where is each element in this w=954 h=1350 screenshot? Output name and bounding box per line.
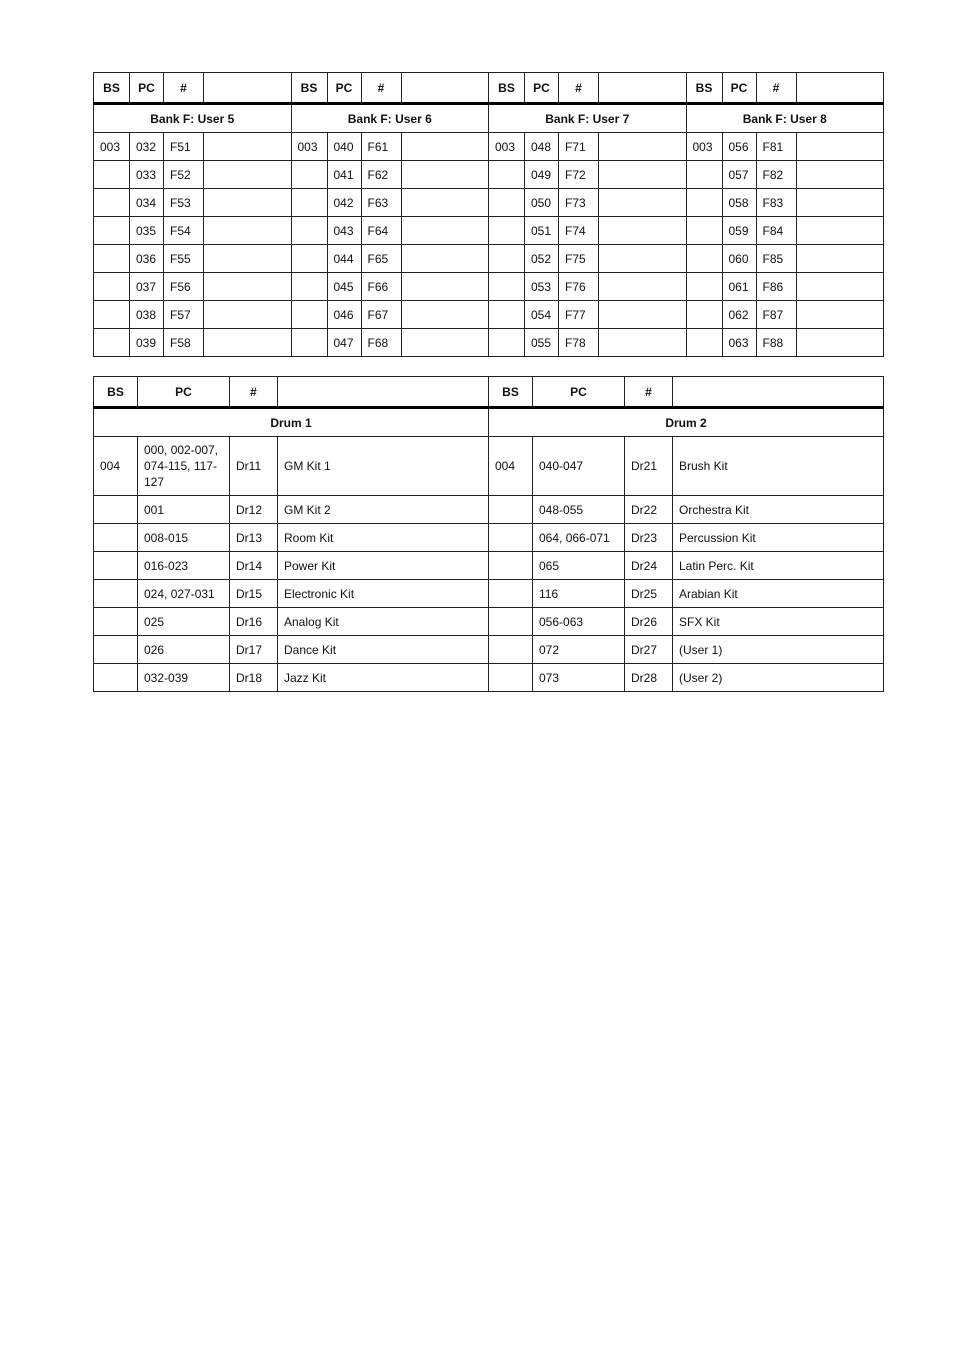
table-cell: 064, 066-071 bbox=[533, 524, 625, 552]
table-cell bbox=[686, 161, 722, 189]
table-cell: 034 bbox=[130, 189, 164, 217]
table-cell bbox=[401, 189, 489, 217]
table-cell: 061 bbox=[722, 273, 756, 301]
table-cell: SFX Kit bbox=[673, 608, 884, 636]
table-cell: 024, 027-031 bbox=[138, 580, 230, 608]
table-cell bbox=[94, 664, 138, 692]
column-header: BS bbox=[291, 73, 327, 104]
table-cell: Dr28 bbox=[625, 664, 673, 692]
table-cell bbox=[796, 133, 884, 161]
table-row bbox=[94, 437, 884, 496]
column-header: BS bbox=[686, 73, 722, 104]
column-header: BS bbox=[94, 73, 130, 104]
drum-table bbox=[93, 376, 884, 692]
table-cell: 051 bbox=[525, 217, 559, 245]
table-row bbox=[94, 552, 884, 580]
table-cell: 032 bbox=[130, 133, 164, 161]
table-cell: 003 bbox=[94, 133, 130, 161]
table-cell: F57 bbox=[164, 301, 204, 329]
table-row bbox=[94, 133, 884, 161]
table-cell: F75 bbox=[559, 245, 599, 273]
table-cell bbox=[599, 273, 687, 301]
table-cell bbox=[204, 273, 292, 301]
table-cell bbox=[94, 552, 138, 580]
table-cell bbox=[94, 301, 130, 329]
table-cell bbox=[94, 217, 130, 245]
column-header: # bbox=[756, 73, 796, 104]
table-cell bbox=[686, 273, 722, 301]
table-cell: 116 bbox=[533, 580, 625, 608]
column-header: # bbox=[625, 377, 673, 408]
table-cell bbox=[489, 664, 533, 692]
table-cell bbox=[94, 496, 138, 524]
table-row bbox=[94, 217, 884, 245]
table-cell bbox=[796, 161, 884, 189]
table-cell bbox=[291, 329, 327, 357]
table-cell bbox=[489, 636, 533, 664]
table-cell: 003 bbox=[489, 133, 525, 161]
column-header: PC bbox=[138, 377, 230, 408]
table-cell bbox=[489, 524, 533, 552]
group-title: Bank F: User 7 bbox=[489, 104, 687, 133]
table-cell: F87 bbox=[756, 301, 796, 329]
table-cell: 004 bbox=[94, 437, 138, 496]
table-cell bbox=[796, 329, 884, 357]
table-cell: 046 bbox=[327, 301, 361, 329]
table-cell bbox=[204, 245, 292, 273]
table-cell bbox=[489, 189, 525, 217]
column-header bbox=[278, 377, 489, 408]
column-header bbox=[599, 73, 687, 104]
table-cell: 026 bbox=[138, 636, 230, 664]
table-cell: Dr12 bbox=[230, 496, 278, 524]
table-cell bbox=[686, 189, 722, 217]
table-cell bbox=[796, 273, 884, 301]
table-cell: 062 bbox=[722, 301, 756, 329]
table-cell: 056-063 bbox=[533, 608, 625, 636]
table-cell bbox=[94, 273, 130, 301]
table-cell bbox=[489, 245, 525, 273]
table-cell: F67 bbox=[361, 301, 401, 329]
table-cell bbox=[599, 301, 687, 329]
table-cell: Dr13 bbox=[230, 524, 278, 552]
table-row bbox=[94, 189, 884, 217]
table-cell: 043 bbox=[327, 217, 361, 245]
table-cell bbox=[489, 301, 525, 329]
table-cell: 049 bbox=[525, 161, 559, 189]
table-cell: F68 bbox=[361, 329, 401, 357]
table-cell: Room Kit bbox=[278, 524, 489, 552]
table-cell: 016-023 bbox=[138, 552, 230, 580]
table-cell: Latin Perc. Kit bbox=[673, 552, 884, 580]
table-cell: 058 bbox=[722, 189, 756, 217]
table-cell bbox=[489, 217, 525, 245]
table-cell bbox=[204, 217, 292, 245]
column-header bbox=[204, 73, 292, 104]
table-cell: 059 bbox=[722, 217, 756, 245]
table-cell bbox=[94, 524, 138, 552]
table-row bbox=[94, 161, 884, 189]
table-cell bbox=[204, 329, 292, 357]
table-cell: 039 bbox=[130, 329, 164, 357]
table-cell bbox=[401, 133, 489, 161]
column-header bbox=[796, 73, 884, 104]
table-cell: 044 bbox=[327, 245, 361, 273]
table-cell: Dr23 bbox=[625, 524, 673, 552]
table-cell bbox=[686, 217, 722, 245]
table-cell: F58 bbox=[164, 329, 204, 357]
table-cell: Dr11 bbox=[230, 437, 278, 496]
table-cell: GM Kit 1 bbox=[278, 437, 489, 496]
table-row bbox=[94, 524, 884, 552]
table-row bbox=[94, 329, 884, 357]
table-cell: Orchestra Kit bbox=[673, 496, 884, 524]
table-cell bbox=[796, 301, 884, 329]
group-title: Bank F: User 8 bbox=[686, 104, 884, 133]
table-cell: 060 bbox=[722, 245, 756, 273]
table-cell: GM Kit 2 bbox=[278, 496, 489, 524]
table-cell: 045 bbox=[327, 273, 361, 301]
table-cell bbox=[599, 189, 687, 217]
column-header: # bbox=[164, 73, 204, 104]
table-cell: 055 bbox=[525, 329, 559, 357]
table-cell: 053 bbox=[525, 273, 559, 301]
table-cell bbox=[94, 329, 130, 357]
table-cell bbox=[599, 133, 687, 161]
table-row bbox=[94, 664, 884, 692]
table-cell bbox=[94, 608, 138, 636]
table-cell bbox=[796, 189, 884, 217]
table-cell: Dr24 bbox=[625, 552, 673, 580]
bank-table-body bbox=[94, 104, 884, 357]
table-cell: F64 bbox=[361, 217, 401, 245]
table-cell: F88 bbox=[756, 329, 796, 357]
table-cell bbox=[401, 301, 489, 329]
table-cell: 048 bbox=[525, 133, 559, 161]
table-cell: 042 bbox=[327, 189, 361, 217]
table-cell: Analog Kit bbox=[278, 608, 489, 636]
group-title: Drum 1 bbox=[94, 408, 489, 437]
table-cell: 050 bbox=[525, 189, 559, 217]
table-cell bbox=[204, 133, 292, 161]
column-header: PC bbox=[525, 73, 559, 104]
table-cell bbox=[686, 245, 722, 273]
table-cell: Dr27 bbox=[625, 636, 673, 664]
table-cell: 038 bbox=[130, 301, 164, 329]
column-header: # bbox=[559, 73, 599, 104]
drum-table-header bbox=[94, 377, 884, 408]
table-cell: F51 bbox=[164, 133, 204, 161]
table-cell: F83 bbox=[756, 189, 796, 217]
table-cell: F66 bbox=[361, 273, 401, 301]
table-cell bbox=[489, 273, 525, 301]
column-header: BS bbox=[489, 377, 533, 408]
table-cell: (User 2) bbox=[673, 664, 884, 692]
table-cell bbox=[796, 217, 884, 245]
table-cell: F81 bbox=[756, 133, 796, 161]
table-cell bbox=[599, 245, 687, 273]
table-cell: F54 bbox=[164, 217, 204, 245]
table-cell: 052 bbox=[525, 245, 559, 273]
table-cell: 054 bbox=[525, 301, 559, 329]
table-cell: 033 bbox=[130, 161, 164, 189]
table-cell bbox=[599, 329, 687, 357]
table-cell: 037 bbox=[130, 273, 164, 301]
table-cell: 000, 002-007, 074-115, 117-127 bbox=[138, 437, 230, 496]
table-cell: F62 bbox=[361, 161, 401, 189]
table-cell: F76 bbox=[559, 273, 599, 301]
group-title: Bank F: User 5 bbox=[94, 104, 292, 133]
drum-table-body bbox=[94, 408, 884, 692]
table-cell: F73 bbox=[559, 189, 599, 217]
table-cell bbox=[291, 161, 327, 189]
table-cell: 063 bbox=[722, 329, 756, 357]
table-cell bbox=[489, 552, 533, 580]
table-cell bbox=[94, 161, 130, 189]
table-cell: Brush Kit bbox=[673, 437, 884, 496]
table-cell bbox=[204, 301, 292, 329]
table-cell: F71 bbox=[559, 133, 599, 161]
table-cell bbox=[401, 217, 489, 245]
table-cell bbox=[94, 580, 138, 608]
table-cell bbox=[599, 217, 687, 245]
table-row bbox=[94, 496, 884, 524]
table-cell: Jazz Kit bbox=[278, 664, 489, 692]
column-header: PC bbox=[130, 73, 164, 104]
table-cell: F78 bbox=[559, 329, 599, 357]
table-cell: Dr21 bbox=[625, 437, 673, 496]
table-cell: Dr15 bbox=[230, 580, 278, 608]
table-cell: F86 bbox=[756, 273, 796, 301]
table-cell: Dr25 bbox=[625, 580, 673, 608]
table-cell bbox=[401, 273, 489, 301]
table-row bbox=[94, 273, 884, 301]
table-cell: 032-039 bbox=[138, 664, 230, 692]
table-row bbox=[94, 245, 884, 273]
table-cell: F63 bbox=[361, 189, 401, 217]
table-cell bbox=[796, 245, 884, 273]
table-cell: 072 bbox=[533, 636, 625, 664]
table-cell: F52 bbox=[164, 161, 204, 189]
table-cell: 035 bbox=[130, 217, 164, 245]
table-cell bbox=[686, 329, 722, 357]
table-cell: 040-047 bbox=[533, 437, 625, 496]
table-cell bbox=[401, 161, 489, 189]
table-row bbox=[94, 608, 884, 636]
column-header: PC bbox=[533, 377, 625, 408]
table-cell: F65 bbox=[361, 245, 401, 273]
column-header bbox=[673, 377, 884, 408]
table-cell: F85 bbox=[756, 245, 796, 273]
table-cell: 073 bbox=[533, 664, 625, 692]
group-title: Bank F: User 6 bbox=[291, 104, 489, 133]
table-cell bbox=[94, 245, 130, 273]
column-header: BS bbox=[489, 73, 525, 104]
table-cell: Dance Kit bbox=[278, 636, 489, 664]
table-cell: 040 bbox=[327, 133, 361, 161]
table-cell: 008-015 bbox=[138, 524, 230, 552]
column-header bbox=[401, 73, 489, 104]
table-cell: 041 bbox=[327, 161, 361, 189]
table-cell: 036 bbox=[130, 245, 164, 273]
column-header: # bbox=[230, 377, 278, 408]
table-cell: 025 bbox=[138, 608, 230, 636]
table-cell: Dr14 bbox=[230, 552, 278, 580]
table-cell: 003 bbox=[686, 133, 722, 161]
table-cell: F72 bbox=[559, 161, 599, 189]
column-header: PC bbox=[327, 73, 361, 104]
table-cell: Dr18 bbox=[230, 664, 278, 692]
table-cell bbox=[94, 636, 138, 664]
table-row bbox=[94, 301, 884, 329]
table-cell bbox=[489, 608, 533, 636]
table-cell: 057 bbox=[722, 161, 756, 189]
table-cell bbox=[489, 329, 525, 357]
table-cell bbox=[401, 245, 489, 273]
table-cell: 001 bbox=[138, 496, 230, 524]
column-header: # bbox=[361, 73, 401, 104]
group-title: Drum 2 bbox=[489, 408, 884, 437]
table-cell: F61 bbox=[361, 133, 401, 161]
table-cell bbox=[686, 301, 722, 329]
table-cell: F55 bbox=[164, 245, 204, 273]
table-cell: F82 bbox=[756, 161, 796, 189]
table-cell bbox=[599, 161, 687, 189]
table-cell: 047 bbox=[327, 329, 361, 357]
table-cell bbox=[291, 301, 327, 329]
table-cell bbox=[291, 273, 327, 301]
table-cell: Dr26 bbox=[625, 608, 673, 636]
table-cell: Electronic Kit bbox=[278, 580, 489, 608]
table-row bbox=[94, 636, 884, 664]
table-cell bbox=[401, 329, 489, 357]
table-cell: F77 bbox=[559, 301, 599, 329]
table-cell bbox=[291, 217, 327, 245]
table-cell bbox=[204, 189, 292, 217]
table-cell: 003 bbox=[291, 133, 327, 161]
bank-f-table bbox=[93, 72, 884, 357]
table-cell: 048-055 bbox=[533, 496, 625, 524]
table-cell bbox=[204, 161, 292, 189]
table-cell bbox=[94, 189, 130, 217]
table-cell: Power Kit bbox=[278, 552, 489, 580]
table-cell: (User 1) bbox=[673, 636, 884, 664]
table-cell bbox=[489, 161, 525, 189]
table-cell: 004 bbox=[489, 437, 533, 496]
table-cell bbox=[489, 580, 533, 608]
table-cell: Percussion Kit bbox=[673, 524, 884, 552]
table-cell bbox=[489, 496, 533, 524]
table-cell: F74 bbox=[559, 217, 599, 245]
table-cell: 056 bbox=[722, 133, 756, 161]
table-cell: Dr17 bbox=[230, 636, 278, 664]
table-cell bbox=[291, 189, 327, 217]
table-cell: Dr16 bbox=[230, 608, 278, 636]
column-header: PC bbox=[722, 73, 756, 104]
table-cell: F53 bbox=[164, 189, 204, 217]
table-cell: Arabian Kit bbox=[673, 580, 884, 608]
column-header: BS bbox=[94, 377, 138, 408]
table-cell bbox=[291, 245, 327, 273]
table-cell: F56 bbox=[164, 273, 204, 301]
table-cell: F84 bbox=[756, 217, 796, 245]
table-cell: Dr22 bbox=[625, 496, 673, 524]
table-row bbox=[94, 580, 884, 608]
bank-table-header bbox=[94, 73, 884, 104]
table-cell: 065 bbox=[533, 552, 625, 580]
